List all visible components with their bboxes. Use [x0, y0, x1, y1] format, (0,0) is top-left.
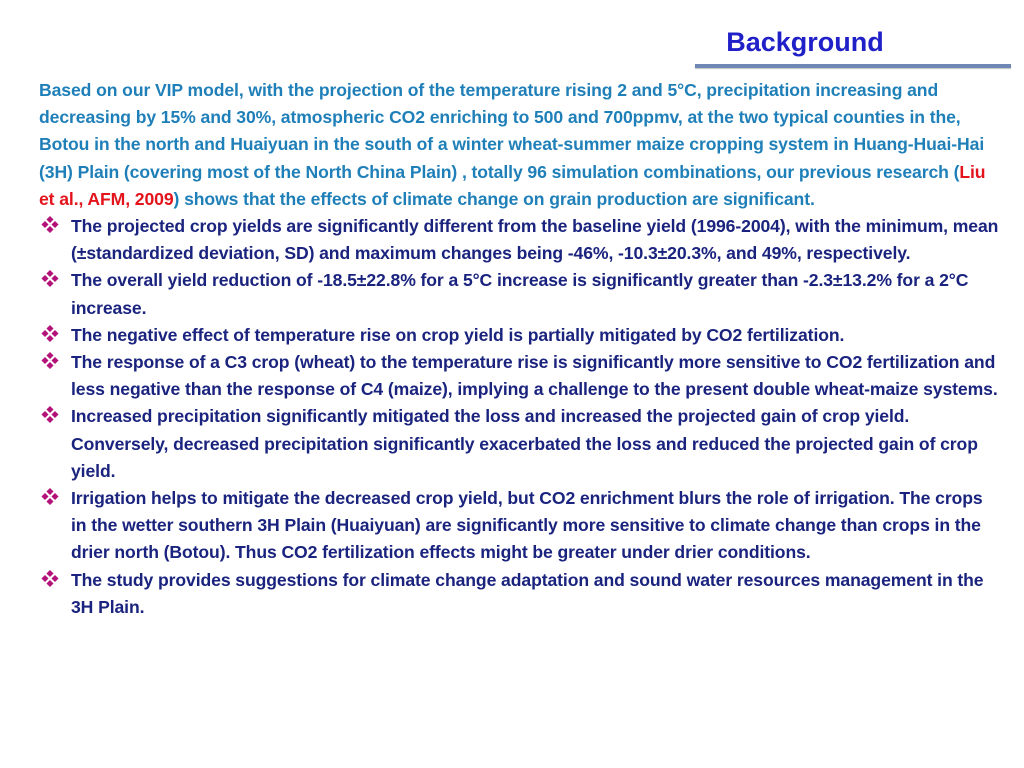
intro-paragraph [39, 77, 999, 213]
finding-item [39, 267, 999, 321]
intro-text-after-citation: ) shows that the effects of climate change on grain production are significant. [173, 188, 815, 209]
title-underline [695, 64, 1011, 68]
slide-body [39, 77, 999, 621]
finding-text: The negative effect of temperature rise on crop yield is partially mitigated by CO2 fertilization. [71, 324, 845, 345]
slide-title: Background [726, 27, 884, 57]
finding-item [39, 485, 999, 567]
finding-text: The projected crop yields are significantly different from the baseline yield (1996-2004), with the minimum, mean (±standardized deviation, SD) and maximum changes being -46%, -10.3±20.3%, and 49%, respectively. [71, 216, 999, 264]
finding-item [39, 349, 999, 403]
finding-text: The overall yield reduction of -18.5±22.8% for a 5°C increase is significantly greater than -2.3±13.2% for a 2°C increase. [71, 270, 969, 318]
finding-item [39, 322, 999, 349]
finding-text: The study provides suggestions for climate change adaptation and sound water resources management in the 3H Plain. [71, 569, 984, 617]
diamond-bullet-icon [39, 267, 61, 294]
diamond-bullet-icon [39, 349, 61, 376]
diamond-bullet-icon [39, 213, 61, 240]
citation: Liu et al., AFM, 2009 [39, 161, 986, 209]
diamond-bullet-icon [39, 567, 61, 594]
intro-text-before-citation: Based on our VIP model, with the projection of the temperature rising 2 and 5°C, precipitation increasing and decreasing by 15% and 30%, atmospheric CO2 enriching to 500 and 700ppmv, at the two typical counties in the, Botou in the north and Huaiyuan in the south of a winter wheat-summer maize cropping system in Huang-Huai-Hai (3H) Plain (covering most of the North China Plain) , totally 96 simulation combinations, our previous research ( [39, 80, 985, 182]
findings-list [39, 213, 999, 621]
diamond-bullet-icon [39, 322, 61, 349]
finding-item [39, 567, 999, 621]
finding-text: Increased precipitation significantly mitigated the loss and increased the projected gain of crop yield. Conversely, decreased precipitation significantly exacerbated the loss and reduced the projected gain of crop yield. [71, 406, 978, 481]
finding-item [39, 403, 999, 485]
finding-item [39, 213, 999, 267]
diamond-bullet-icon [39, 403, 61, 430]
finding-text: The response of a C3 crop (wheat) to the temperature rise is significantly more sensitive to CO2 fertilization and less negative than the response of C4 (maize), implying a challenge to the present double wheat-maize systems. [71, 352, 998, 400]
finding-text: Irrigation helps to mitigate the decreased crop yield, but CO2 enrichment blurs the role of irrigation. The crops in the wetter southern 3H Plain (Huaiyuan) are significantly more sensitive to climate change than crops in the drier north (Botou). Thus CO2 fertilization effects might be greater under drier conditions. [71, 488, 983, 563]
diamond-bullet-icon [39, 485, 61, 512]
